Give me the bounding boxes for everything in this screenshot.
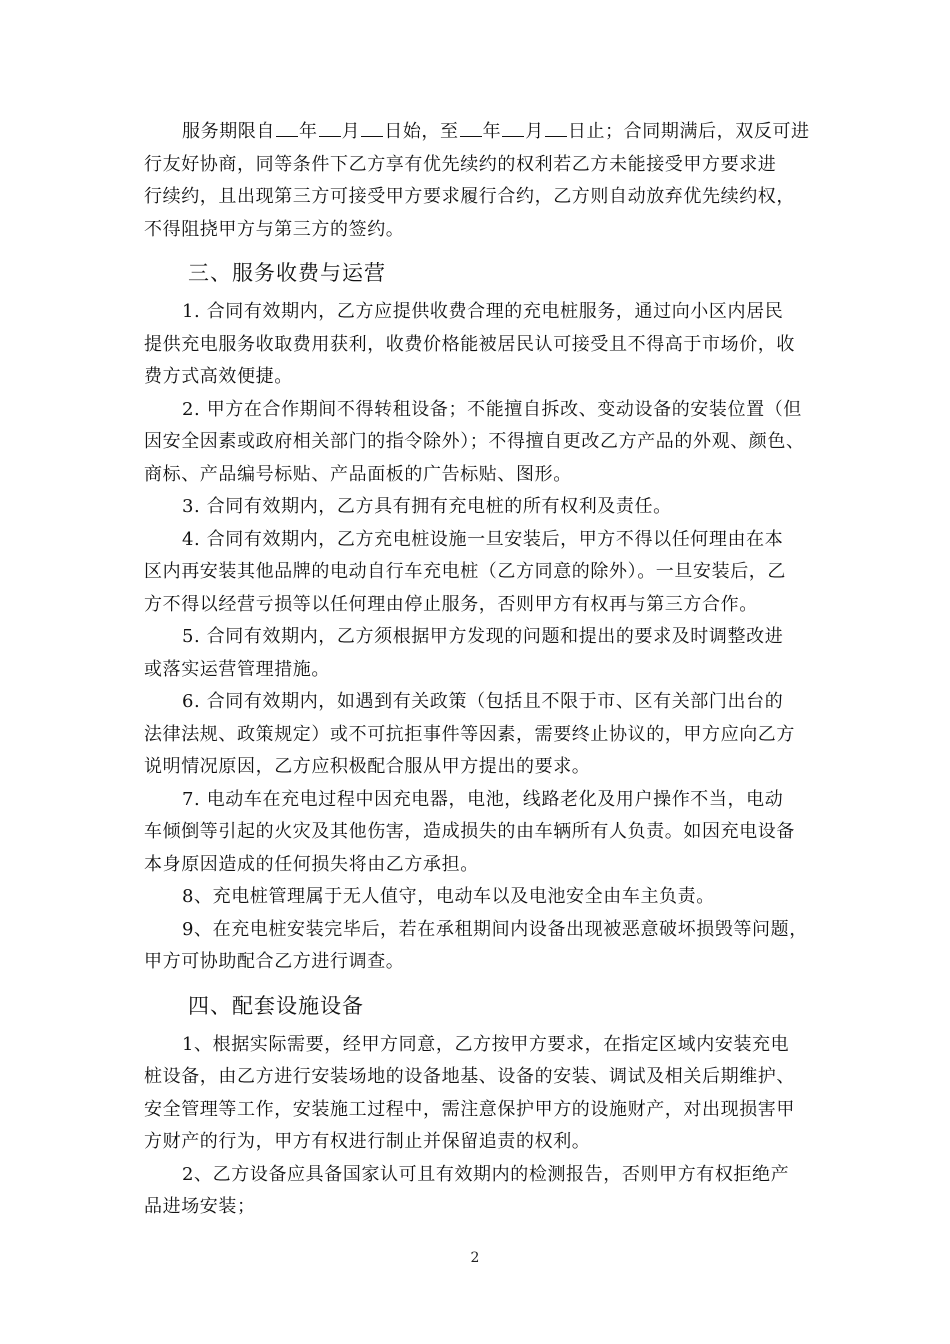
blank-underline <box>545 120 567 137</box>
clause-paragraph <box>144 881 812 914</box>
clause-paragraph <box>144 394 812 492</box>
paragraph-line: 桩设备，由乙方进行安装场地的设备地基、设备的安装、调试及相关后期维护、 <box>144 1066 795 1087</box>
clause-paragraph <box>144 491 812 524</box>
paragraph-line: 商标、产品编号标贴、产品面板的广告标贴、图形。 <box>144 463 572 485</box>
section-service-fees-items <box>144 296 812 979</box>
paragraph-line: 因安全因素或政府相关部门的指令除外）；不得擅自更改乙方产品的外观、颜色、 <box>144 431 805 452</box>
paragraph-line: 服务期限自 年 月 日始，至 年 月 日止；合同期满后，双反可进 <box>182 121 810 142</box>
paragraph-line: 1. 合同有效期内，乙方应提供收费合理的充电桩服务，通过向小区内居民 <box>182 301 784 322</box>
paragraph-line: 说明情况原因，乙方应积极配合服从甲方提出的要求。 <box>144 756 591 777</box>
paragraph-line: 7. 电动车在充电过程中因充电器，电池，线路老化及用户操作不当，电动 <box>182 788 784 810</box>
paragraph-line: 2. 甲方在合作期间不得转租设备；不能擅自拆改、变动设备的安装位置（但 <box>182 398 802 420</box>
paragraph-line: 或落实运营管理措施。 <box>144 658 330 680</box>
paragraph-line: 1、根据实际需要，经甲方同意，乙方按甲方要求，在指定区域内安装充电 <box>182 1033 790 1055</box>
paragraph-line: 2、乙方设备应具备国家认可且有效期内的检测报告，否则甲方有权拒绝产 <box>182 1163 790 1185</box>
paragraph-line: 品进场安装； <box>144 1196 256 1217</box>
clause-paragraph <box>144 1029 812 1159</box>
blank-underline <box>502 120 524 137</box>
clause-paragraph <box>144 1159 812 1224</box>
clause-paragraph <box>144 524 812 622</box>
clause-paragraph <box>144 621 812 686</box>
paragraph-line: 安全管理等工作，安装施工过程中，需注意保护甲方的设施财产，对出现损害甲 <box>144 1098 795 1120</box>
paragraph-line: 方不得以经营亏损等以任何理由停止服务，否则甲方有权再与第三方合作。 <box>144 593 758 615</box>
paragraph-line: 费方式高效便捷。 <box>144 366 293 387</box>
section-heading-facilities: 四、配套设施设备 <box>188 993 364 1018</box>
paragraph-line: 区内再安装其他品牌的电动自行车充电桩（乙方同意的除外）。一旦安装后，乙 <box>144 561 786 582</box>
blank-underline <box>319 120 341 137</box>
paragraph-line: 行友好协商，同等条件下乙方享有优先续约的权利若乙方未能接受甲方要求进 <box>144 153 777 175</box>
clause-paragraph <box>144 686 812 784</box>
section-facilities-items <box>144 1029 812 1224</box>
page-number: 2 <box>470 1250 480 1266</box>
paragraph-line: 提供充电服务收取费用获利，收费价格能被居民认可接受且不得高于市场价，收 <box>144 333 795 355</box>
paragraph-line: 6. 合同有效期内，如遇到有关政策（包括且不限于市、区有关部门出台的 <box>182 691 784 712</box>
paragraph-line: 本身原因造成的任何损失将由乙方承担。 <box>144 853 479 875</box>
section-heading-service-fees: 三、服务收费与运营 <box>188 261 386 285</box>
paragraph-line: 法律法规、政策规定）或不可抗拒事件等因素，需要终止协议的，甲方应向乙方 <box>144 723 795 745</box>
clause-paragraph <box>144 914 812 979</box>
blank-underline <box>361 120 383 137</box>
document-body <box>144 116 812 1224</box>
paragraph-line: 车倾倒等引起的火灾及其他伤害，造成损失的由车辆所有人负责。如因充电设备 <box>144 821 795 842</box>
clause-paragraph <box>144 784 812 882</box>
paragraph-line: 8、充电桩管理属于无人值守，电动车以及电池安全由车主负责。 <box>182 886 715 907</box>
paragraph-line: 5. 合同有效期内，乙方须根据甲方发现的问题和提出的要求及时调整改进 <box>182 626 784 647</box>
paragraph-line: 3. 合同有效期内，乙方具有拥有充电桩的所有权利及责任。 <box>182 496 672 517</box>
paragraph-line: 行续约，且出现第三方可接受甲方要求履行合约，乙方则自动放弃优先续约权， <box>144 186 795 207</box>
blank-underline <box>276 120 298 137</box>
paragraph-line: 9、在充电桩安装完毕后，若在承租期间内设备出现被恶意破坏损毁等问题， <box>182 918 808 940</box>
paragraph-line: 不得阻挠甲方与第三方的签约。 <box>144 218 405 240</box>
blank-underline <box>460 120 482 137</box>
clause-paragraph <box>144 296 812 394</box>
paragraph-line: 方财产的行为，甲方有权进行制止并保留追责的权利。 <box>144 1131 591 1152</box>
paragraph-line: 甲方可协助配合乙方进行调查。 <box>144 951 405 972</box>
paragraph-line: 4. 合同有效期内，乙方充电桩设施一旦安装后，甲方不得以任何理由在本 <box>182 528 784 550</box>
service-term-paragraph <box>144 116 812 246</box>
